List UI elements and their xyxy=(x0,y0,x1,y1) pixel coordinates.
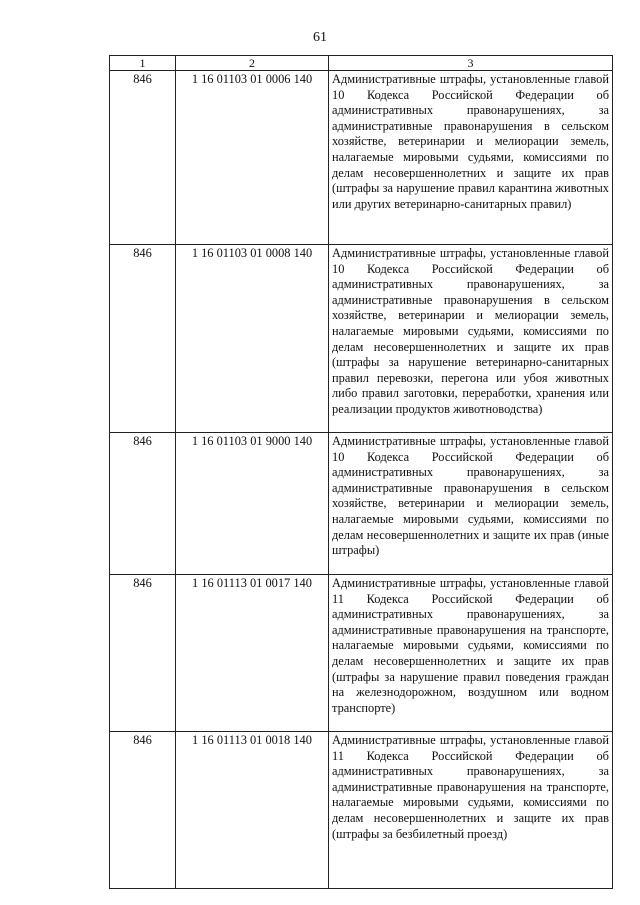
kbk-code-cell: 1 16 01103 01 0008 140 xyxy=(176,245,329,433)
column-header-2: 2 xyxy=(176,56,329,71)
description-cell: Административные штрафы, установленные главой 10 Кодекса Российской Федерации об административных правонарушениях, за административные правонарушения в сельском хозяйстве, ветеринарии и мелиорации земель, налагаемые мировыми судьями, комиссиями по делам несовершеннолетних и защите их прав (иные штрафы) xyxy=(329,433,613,575)
kbk-code-cell: 1 16 01113 01 0018 140 xyxy=(176,732,329,889)
table-row xyxy=(110,433,613,575)
kbk-code-cell: 1 16 01113 01 0017 140 xyxy=(176,575,329,732)
description-cell: Административные штрафы, установленные главой 11 Кодекса Российской Федерации об административных правонарушениях, за административные правонарушения на транспорте, налагаемые мировыми судьями, комиссиями по делам несовершеннолетних и защите их прав (штрафы за нарушение правил поведения граждан на железнодорожном, воздушном или водном транспорте) xyxy=(329,575,613,732)
column-header-3: 3 xyxy=(329,56,613,71)
kbk-code-cell: 1 16 01103 01 9000 140 xyxy=(176,433,329,575)
table-row xyxy=(110,245,613,433)
admin-code-cell: 846 xyxy=(110,245,176,433)
table-header-row xyxy=(110,56,613,71)
budget-codes-table xyxy=(109,55,613,889)
description-cell: Административные штрафы, установленные главой 10 Кодекса Российской Федерации об административных правонарушениях, за административные правонарушения в сельском хозяйстве, ветеринарии и мелиорации земель, налагаемые мировыми судьями, комиссиями по делам несовершеннолетних и защите их прав (штрафы за нарушение правил карантина животных или других ветеринарно-санитарных правил) xyxy=(329,71,613,245)
kbk-code-cell: 1 16 01103 01 0006 140 xyxy=(176,71,329,245)
admin-code-cell: 846 xyxy=(110,433,176,575)
page-number: 61 xyxy=(313,30,327,45)
description-cell: Административные штрафы, установленные главой 11 Кодекса Российской Федерации об административных правонарушениях, за административные правонарушения на транспорте, налагаемые мировыми судьями, комиссиями по делам несовершеннолетних и защите их прав (штрафы за безбилетный проезд) xyxy=(329,732,613,889)
description-cell: Административные штрафы, установленные главой 10 Кодекса Российской Федерации об административных правонарушениях, за административные правонарушения в сельском хозяйстве, ветеринарии и мелиорации земель, налагаемые мировыми судьями, комиссиями по делам несовершеннолетних и защите их прав (штрафы за нарушение ветеринарно-санитарных правил перевозки, перегона или убоя животных либо правил заготовки, переработки, хранения или реализации продуктов животноводства) xyxy=(329,245,613,433)
admin-code-cell: 846 xyxy=(110,575,176,732)
admin-code-cell: 846 xyxy=(110,732,176,889)
table-row xyxy=(110,575,613,732)
table-row xyxy=(110,71,613,245)
table-row xyxy=(110,732,613,889)
admin-code-cell: 846 xyxy=(110,71,176,245)
column-header-1: 1 xyxy=(110,56,176,71)
